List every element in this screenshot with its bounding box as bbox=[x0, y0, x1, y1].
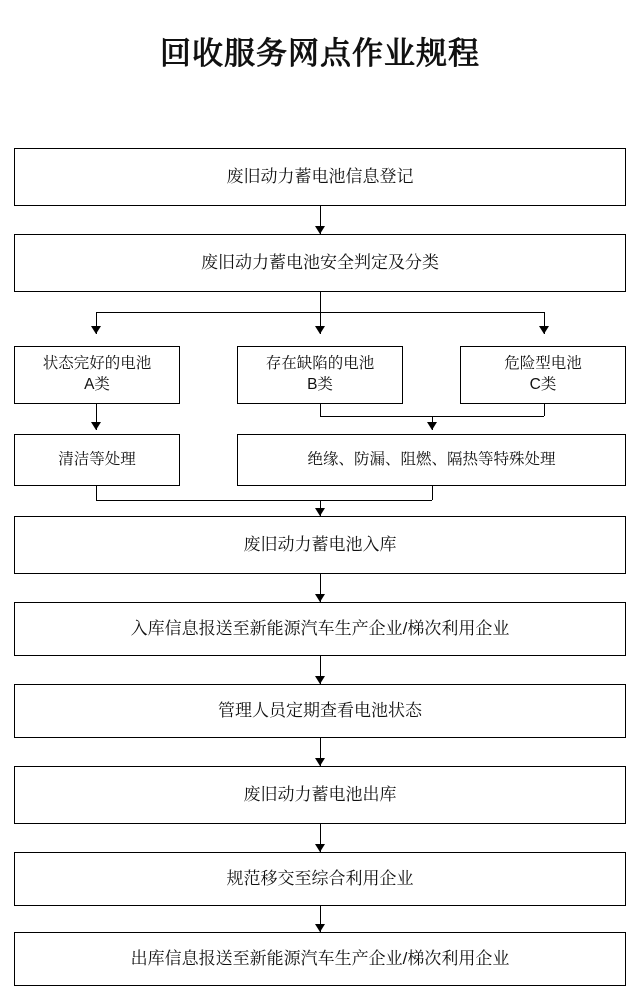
arrow-inspection-warehouseout bbox=[315, 758, 325, 766]
arrow-transfer-reportout bbox=[315, 924, 325, 932]
flow-node-warehouse-in bbox=[14, 516, 626, 574]
flow-node-report-in bbox=[14, 602, 626, 656]
flow-node-label: 出库信息报送至新能源汽车生产企业/梯次利用企业 bbox=[130, 948, 510, 968]
flow-node-label: 入库信息报送至新能源汽车生产企业/梯次利用企业 bbox=[130, 618, 510, 638]
arrow-1-2 bbox=[315, 226, 325, 234]
flow-node-label: 废旧动力蓄电池出库 bbox=[243, 784, 397, 804]
arrow-report-inspection bbox=[315, 676, 325, 684]
flow-node-label-line1: 存在缺陷的电池 bbox=[265, 355, 375, 373]
flow-node-label-line2: B类 bbox=[307, 376, 333, 393]
connector-cleaning-stem bbox=[96, 486, 97, 500]
flow-node-label: 管理人员定期查看电池状态 bbox=[218, 700, 422, 720]
flow-node-transfer bbox=[14, 852, 626, 906]
flow-node-label: 绝缘、防漏、阻燃、隔热等特殊处理 bbox=[307, 450, 556, 468]
flow-node-label-line2: A类 bbox=[84, 376, 110, 393]
connector-2-branch-stem bbox=[320, 292, 321, 312]
arrow-branch-right bbox=[539, 326, 549, 334]
flow-node-report-out bbox=[14, 932, 626, 986]
flow-node-info-registration bbox=[14, 148, 626, 206]
flow-node-label-line1: 状态完好的电池 bbox=[42, 355, 152, 373]
connector-special-stem bbox=[432, 486, 433, 500]
flow-node-safety-assessment bbox=[14, 234, 626, 292]
flow-node-label-line1: 危险型电池 bbox=[504, 355, 582, 373]
flow-node-category-b bbox=[237, 346, 403, 404]
flow-node-label: 清洁等处理 bbox=[58, 450, 136, 468]
arrow-warehousein-report bbox=[315, 594, 325, 602]
arrow-warehouseout-transfer bbox=[315, 844, 325, 852]
flow-node-label: 废旧动力蓄电池安全判定及分类 bbox=[201, 252, 439, 272]
flow-node-label: 废旧动力蓄电池入库 bbox=[243, 534, 397, 554]
arrow-branch-middle bbox=[315, 326, 325, 334]
flow-node-cleaning bbox=[14, 434, 180, 486]
arrow-a-cleaning bbox=[91, 422, 101, 430]
flow-node-label-line2: C类 bbox=[529, 376, 557, 393]
flow-node-label: 规范移交至综合利用企业 bbox=[226, 868, 414, 888]
arrow-to-warehouse-in bbox=[315, 508, 325, 516]
connector-treatment-merge-bus bbox=[96, 500, 432, 501]
flow-node-category-c bbox=[460, 346, 626, 404]
connector-b-stem bbox=[320, 404, 321, 416]
flow-node-category-a bbox=[14, 346, 180, 404]
flow-node-special-treatment bbox=[237, 434, 626, 486]
page-title: 回收服务网点作业规程 bbox=[160, 36, 480, 71]
connector-c-stem bbox=[544, 404, 545, 416]
flow-node-periodic-inspection bbox=[14, 684, 626, 738]
flow-node-label: 废旧动力蓄电池信息登记 bbox=[226, 166, 414, 186]
arrow-branch-left bbox=[91, 326, 101, 334]
flow-node-warehouse-out bbox=[14, 766, 626, 824]
arrow-bc-special bbox=[427, 422, 437, 430]
